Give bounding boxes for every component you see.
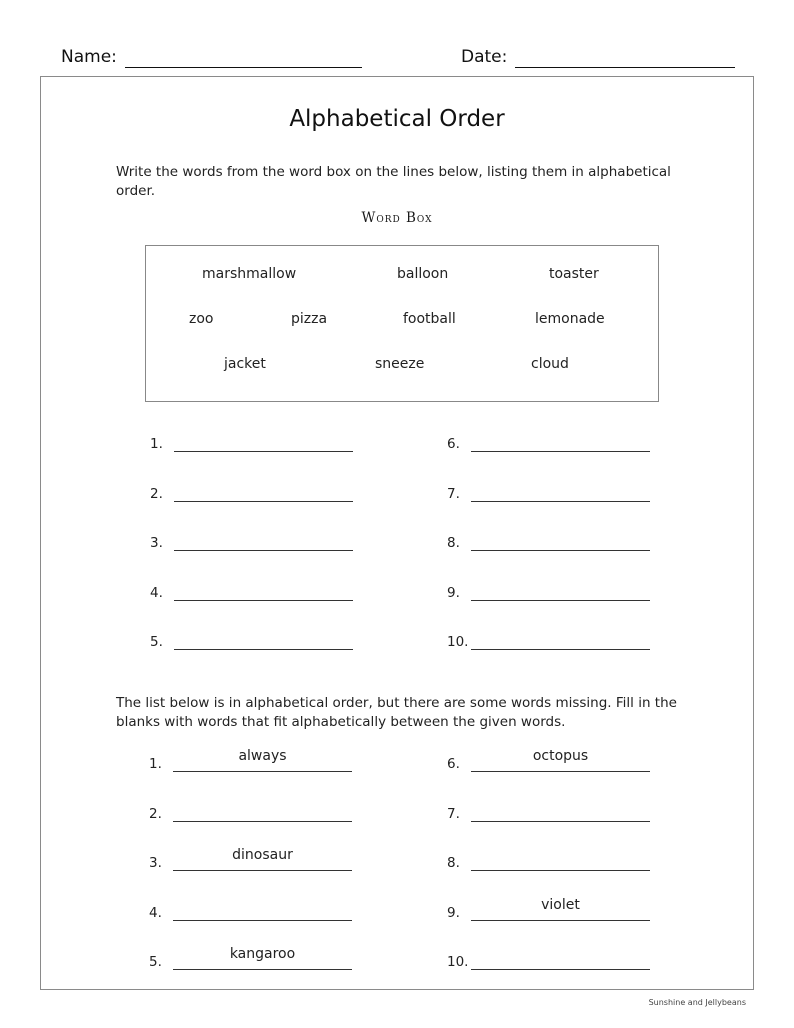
line-number: 4. <box>150 584 163 601</box>
line-number: 2. <box>149 805 162 822</box>
given-word: always <box>238 748 287 764</box>
line-number: 9. <box>447 904 460 921</box>
line-number: 6. <box>447 436 460 452</box>
given-word: dinosaur <box>232 847 293 863</box>
answer-line[interactable] <box>174 550 353 551</box>
given-word: kangaroo <box>229 946 296 962</box>
answer-line[interactable] <box>471 600 650 601</box>
answer-line[interactable] <box>471 821 650 822</box>
name-label: Name: <box>61 47 117 67</box>
line-number: 7. <box>447 485 460 502</box>
answer-line[interactable] <box>174 451 353 452</box>
instructions-1: Write the words from the word box on the lines below, listing them in alphabetical order. <box>116 164 671 199</box>
answer-line[interactable] <box>471 501 650 502</box>
answer-line[interactable] <box>471 969 650 970</box>
line-number: 3. <box>150 535 163 551</box>
answer-line[interactable] <box>174 501 353 502</box>
answer-line[interactable] <box>173 821 352 822</box>
word-box-word: cloud <box>531 356 569 372</box>
answer-line[interactable] <box>173 920 352 921</box>
line-number: 5. <box>149 954 162 970</box>
word-box-word: pizza <box>291 311 328 327</box>
answer-line[interactable] <box>471 870 650 871</box>
line-number: 1. <box>149 756 162 772</box>
line-number: 9. <box>447 584 460 601</box>
footer-credit: Sunshine and Jellybeans <box>648 998 746 1007</box>
line-number: 5. <box>150 634 163 650</box>
line-number: 10. <box>447 634 469 650</box>
answer-line[interactable] <box>173 870 352 871</box>
answer-line[interactable] <box>471 771 650 772</box>
answer-line[interactable] <box>471 649 650 650</box>
line-number: 8. <box>447 535 460 551</box>
answer-line[interactable] <box>471 920 650 921</box>
line-number: 4. <box>149 904 162 921</box>
word-box-word: balloon <box>397 266 449 282</box>
page-title: Alphabetical Order <box>289 106 505 132</box>
word-box-word: zoo <box>189 311 214 327</box>
line-number: 2. <box>150 485 163 502</box>
instructions-2: The list below is in alphabetical order, but there are some words missing. Fill in the blanks with words that fit alphabetically between the given words. <box>116 695 677 730</box>
answer-line[interactable] <box>174 600 353 601</box>
answer-line[interactable] <box>174 649 353 650</box>
line-number: 7. <box>447 805 460 822</box>
given-word: octopus <box>532 748 589 764</box>
date-label: Date: <box>461 47 508 67</box>
word-box-word: football <box>403 311 456 327</box>
line-number: 6. <box>447 756 460 772</box>
word-box-word: jacket <box>224 356 266 372</box>
word-box-word: marshmallow <box>202 266 297 282</box>
word-box-word: toaster <box>549 266 599 282</box>
answer-line[interactable] <box>471 550 650 551</box>
word-box-title: Word Box <box>361 210 433 226</box>
word-box-word: lemonade <box>535 311 605 327</box>
given-word: violet <box>541 896 580 913</box>
line-number: 8. <box>447 855 460 871</box>
answer-line[interactable] <box>173 771 352 772</box>
word-box-word: sneeze <box>375 356 425 372</box>
line-number: 1. <box>150 436 163 452</box>
line-number: 10. <box>447 954 469 970</box>
line-number: 3. <box>149 855 162 871</box>
answer-line[interactable] <box>173 969 352 970</box>
answer-line[interactable] <box>471 451 650 452</box>
